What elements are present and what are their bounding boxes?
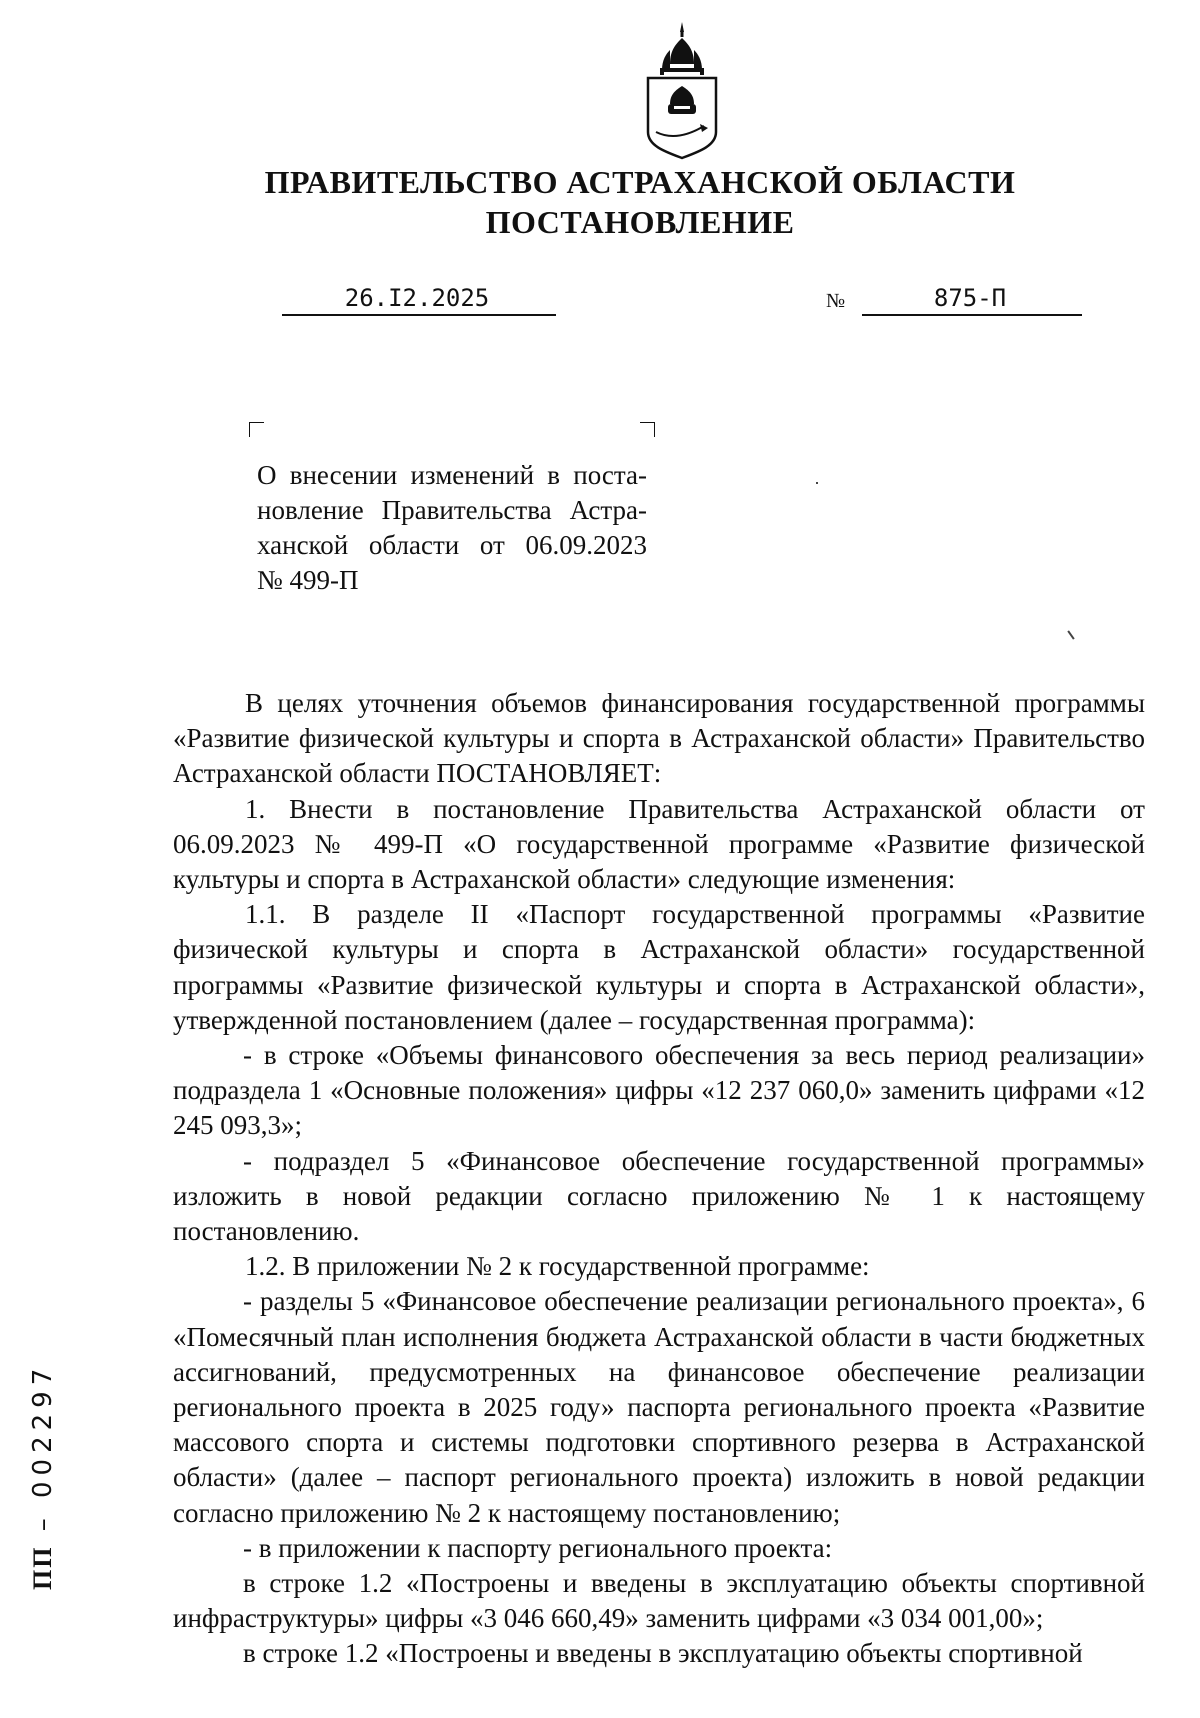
document-title-line1: ПРАВИТЕЛЬСТВО АСТРАХАНСКОЙ ОБЛАСТИ [264,164,1016,200]
document-title-line2: ПОСТАНОВЛЕНИЕ [485,204,795,240]
body-paragraph: 1. Внести в постановление Правительства Астраханской области от 06.09.2023 № 499-П «О государственной программе «Развитие физической культуры и спорта в Астраханской области» следующие изменения: [173,793,1145,895]
body-paragraph: 1.2. В приложении № 2 к государственной программе: [245,1251,870,1282]
body-paragraph: - подраздел 5 «Финансовое обеспечение государственной программы» изложить в новой редакции согласно приложению № 1 к настоящему постановлению. [173,1145,1145,1247]
body-paragraph: в строке 1.2 «Построены и введены в эксплуатацию объекты спортивной инфраструктуры» цифры «3 046 660,49» заменить цифрами «3 034 001,00»; [173,1568,1145,1634]
subject-line: ханской области от 06.09.2023 [257,530,647,560]
subject-line: № 499-П [257,565,359,595]
subject-corner-right [640,422,655,437]
subject-corner-left [249,422,264,437]
number-sign: № [826,290,846,312]
body-paragraph: - разделы 5 «Финансовое обеспечение реализации регионального проекта», 6 «Помесячный план исполнения бюджета Астраханской области в части бюджетных ассигнований, предусмотренных на финансовое обеспечение реализации регионального проекта в 2025 году» паспорта регионального проекта «Развитие массового спорта и системы подготовки спортивного резерва в Астраханской области» (далее – паспорт регионального проекта) изложить в новой редакции согласно приложению № 2 к настоящему постановлению; [173,1286,1145,1528]
subject-line: О внесении изменений в поста- [257,460,647,490]
serial-number: – 002297 [28,1362,58,1532]
document-date: 26.I2.2025 [344,284,490,312]
date-underline [282,314,556,316]
body-paragraph: в строке 1.2 «Построены и введены в эксплуатацию объекты спортивной [243,1638,1083,1669]
subject-line: новление Правительства Астра- [257,495,647,525]
document-body [173,686,1145,1672]
document-subject [257,458,647,598]
scan-speck [1067,630,1074,639]
coat-of-arms-icon [640,20,724,160]
scan-speck [816,482,818,484]
document-number: 875-П [933,284,1007,312]
number-underline [862,314,1082,316]
body-paragraph: 1.1. В разделе II «Паспорт государственной программы «Развитие физической культуры и спорта в Астраханской области» государственной программы «Развитие физической культуры и спорта в Астраханской области», утвержденной постановлением (далее – государственная программа): [173,899,1145,1035]
form-serial-number [28,1363,58,1590]
body-paragraph: - в строке «Объемы финансового обеспечения за весь период реализации» подраздела 1 «Основные положения» цифры «12 237 060,0» заменить цифрами «12 245 093,3»; [173,1040,1145,1141]
serial-prefix: ПП [28,1545,57,1590]
body-paragraph: В целях уточнения объемов финансирования государственной программы «Развитие физической культуры и спорта в Астраханской области» Правительство Астраханской области ПОСТАНОВЛЯЕТ: [173,688,1145,789]
body-paragraph: - в приложении к паспорту регионального проекта: [243,1532,833,1563]
